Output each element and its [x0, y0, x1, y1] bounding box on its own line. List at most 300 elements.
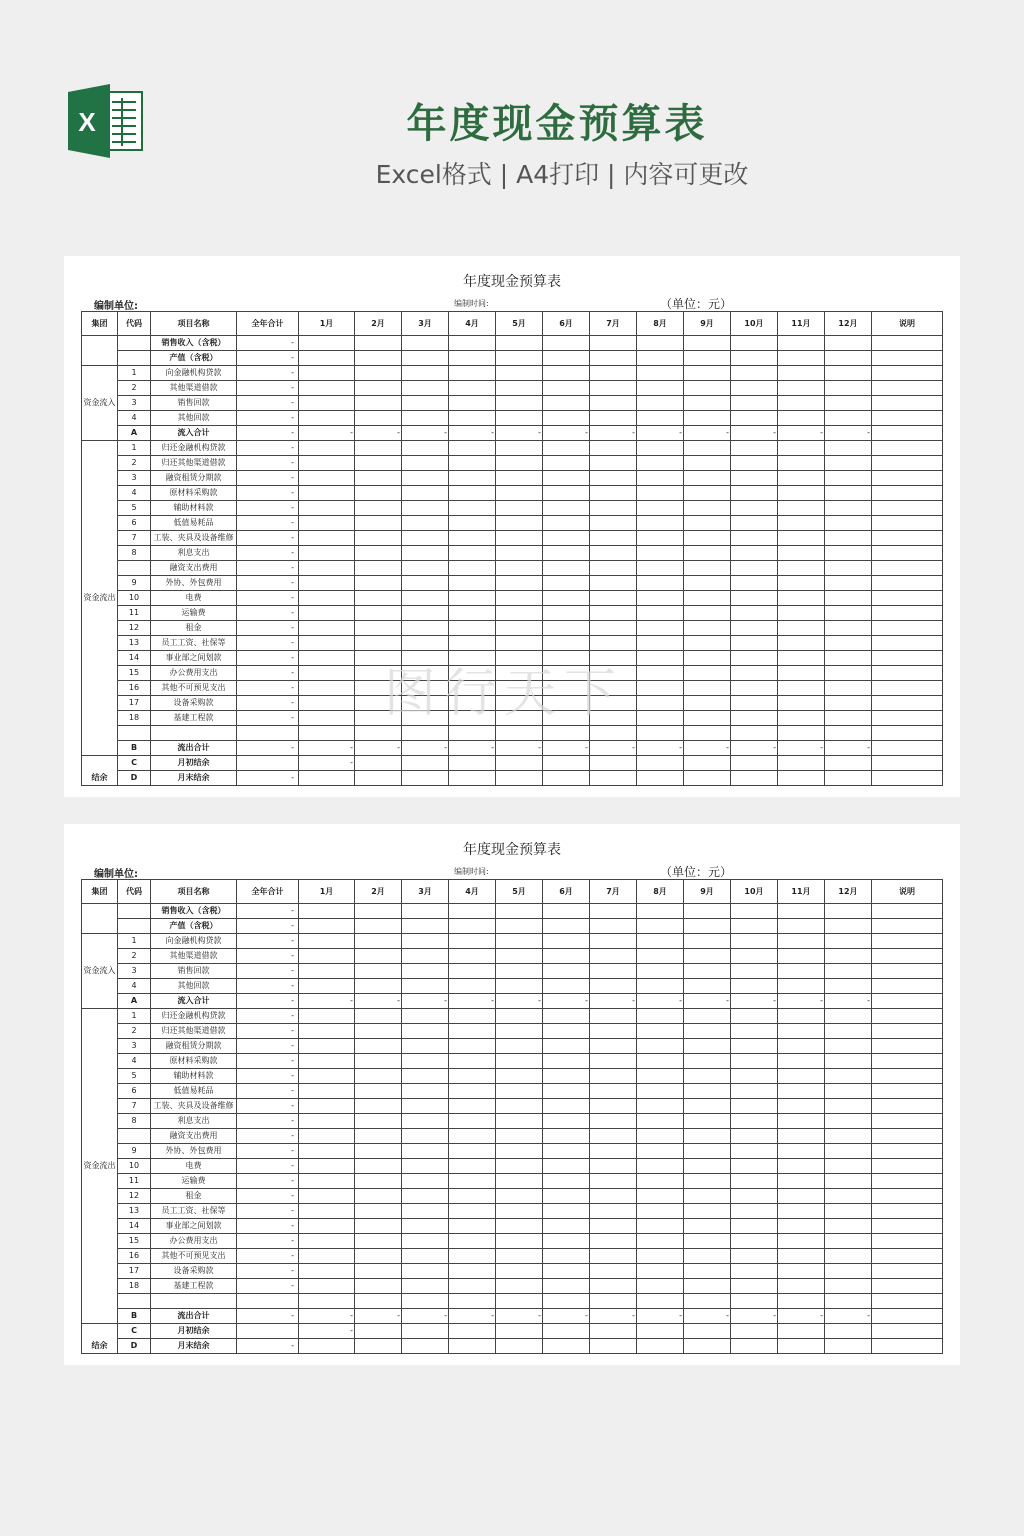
month-cell: [825, 471, 872, 486]
table-row: [82, 1129, 943, 1144]
month-cell: [355, 621, 402, 636]
note-cell: [872, 1054, 943, 1069]
note-cell: [872, 1159, 943, 1174]
month-cell: [825, 1264, 872, 1279]
month-cell: -: [299, 1309, 355, 1324]
month-cell: [355, 1159, 402, 1174]
month-cell: [684, 934, 731, 949]
month-cell: [637, 1129, 684, 1144]
month-cell: [590, 949, 637, 964]
table-row: [82, 979, 943, 994]
annual-total-cell: -: [237, 711, 299, 726]
month-cell: [778, 636, 825, 651]
note-cell: [872, 1189, 943, 1204]
month-cell: [590, 621, 637, 636]
month-cell: [449, 636, 496, 651]
note-cell: [872, 1114, 943, 1129]
month-cell: [731, 681, 778, 696]
month-cell: [299, 591, 355, 606]
month-cell: [299, 1159, 355, 1174]
month-cell: [402, 1234, 449, 1249]
month-cell: -: [684, 994, 731, 1009]
column-header: 6月: [543, 880, 590, 904]
month-cell: [402, 471, 449, 486]
item-name-cell: 低值易耗品: [151, 516, 237, 531]
month-cell: [731, 471, 778, 486]
annual-total-cell: -: [237, 1099, 299, 1114]
table-row: [82, 1114, 943, 1129]
month-cell: [731, 1039, 778, 1054]
annual-total-cell: -: [237, 1174, 299, 1189]
month-cell: [731, 756, 778, 771]
month-cell: -: [449, 1309, 496, 1324]
month-cell: [449, 1069, 496, 1084]
month-cell: [496, 1249, 543, 1264]
month-cell: [825, 501, 872, 516]
month-cell: [590, 1219, 637, 1234]
group-cell: 资金流入: [82, 366, 118, 441]
month-cell: [825, 1159, 872, 1174]
month-cell: [299, 1024, 355, 1039]
month-cell: [543, 904, 590, 919]
item-name-cell: 租金: [151, 621, 237, 636]
month-cell: [543, 1159, 590, 1174]
month-cell: [496, 1324, 543, 1339]
month-cell: [543, 336, 590, 351]
month-cell: -: [825, 994, 872, 1009]
month-cell: [449, 516, 496, 531]
month-cell: [590, 1249, 637, 1264]
column-header: 6月: [543, 312, 590, 336]
code-cell: 7: [118, 1099, 151, 1114]
month-cell: [496, 606, 543, 621]
month-cell: [637, 681, 684, 696]
month-cell: [825, 964, 872, 979]
month-cell: [731, 591, 778, 606]
month-cell: [402, 726, 449, 741]
month-cell: [825, 336, 872, 351]
item-name-cell: 办公费用支出: [151, 1234, 237, 1249]
column-header: 9月: [684, 880, 731, 904]
month-cell: -: [590, 1309, 637, 1324]
month-cell: [778, 1069, 825, 1084]
month-cell: [684, 1054, 731, 1069]
month-cell: [637, 1174, 684, 1189]
month-cell: [778, 651, 825, 666]
month-cell: [543, 1054, 590, 1069]
month-cell: [590, 1294, 637, 1309]
month-cell: [355, 396, 402, 411]
code-cell: C: [118, 1324, 151, 1339]
note-cell: [872, 486, 943, 501]
sheet-preview-2: [64, 824, 960, 1365]
month-cell: [778, 1279, 825, 1294]
month-cell: [731, 396, 778, 411]
note-cell: [872, 1024, 943, 1039]
month-cell: [825, 351, 872, 366]
table-row: [82, 501, 943, 516]
item-name-cell: 员工工资、社保等: [151, 636, 237, 651]
note-cell: [872, 531, 943, 546]
month-cell: [449, 1249, 496, 1264]
note-cell: [872, 1234, 943, 1249]
group-cell: [82, 904, 118, 934]
month-cell: -: [778, 426, 825, 441]
month-cell: [543, 576, 590, 591]
month-cell: [543, 1099, 590, 1114]
month-cell: [402, 1219, 449, 1234]
item-name-cell: 产值（含税）: [151, 351, 237, 366]
month-cell: [402, 1144, 449, 1159]
item-name-cell: 原材料采购款: [151, 1054, 237, 1069]
month-cell: [355, 964, 402, 979]
month-cell: [496, 1144, 543, 1159]
month-cell: [731, 1294, 778, 1309]
month-cell: [778, 1099, 825, 1114]
month-cell: [731, 1324, 778, 1339]
month-cell: [590, 606, 637, 621]
code-cell: 1: [118, 441, 151, 456]
month-cell: [637, 1339, 684, 1354]
code-cell: 3: [118, 471, 151, 486]
month-cell: [402, 1099, 449, 1114]
column-header: 集团: [82, 880, 118, 904]
note-cell: [872, 964, 943, 979]
month-cell: [778, 1294, 825, 1309]
code-cell: 16: [118, 681, 151, 696]
month-cell: [355, 606, 402, 621]
note-cell: [872, 576, 943, 591]
month-cell: [402, 949, 449, 964]
code-cell: 8: [118, 546, 151, 561]
table-row: [82, 1144, 943, 1159]
month-cell: [496, 1069, 543, 1084]
month-cell: [449, 904, 496, 919]
month-cell: [299, 441, 355, 456]
month-cell: [590, 561, 637, 576]
note-cell: [872, 1204, 943, 1219]
month-cell: [402, 1264, 449, 1279]
column-header: 5月: [496, 312, 543, 336]
code-cell: 5: [118, 501, 151, 516]
month-cell: [731, 904, 778, 919]
item-name-cell: 其他回款: [151, 979, 237, 994]
month-cell: [299, 1339, 355, 1354]
month-cell: [355, 351, 402, 366]
month-cell: [299, 726, 355, 741]
column-header: 1月: [299, 312, 355, 336]
note-cell: [872, 1339, 943, 1354]
month-cell: [684, 396, 731, 411]
month-cell: [731, 636, 778, 651]
month-cell: [590, 904, 637, 919]
month-cell: [496, 621, 543, 636]
month-cell: [590, 979, 637, 994]
month-cell: [355, 726, 402, 741]
month-cell: [355, 1024, 402, 1039]
item-name-cell: 月末结余: [151, 771, 237, 786]
month-cell: [543, 546, 590, 561]
column-header: 2月: [355, 880, 402, 904]
month-cell: [637, 964, 684, 979]
month-cell: [355, 979, 402, 994]
month-cell: [637, 486, 684, 501]
month-cell: [590, 1099, 637, 1114]
month-cell: -: [299, 756, 355, 771]
column-header: 11月: [778, 880, 825, 904]
month-cell: [731, 696, 778, 711]
month-cell: [590, 919, 637, 934]
month-cell: -: [778, 994, 825, 1009]
month-cell: [496, 904, 543, 919]
table-row: [82, 1189, 943, 1204]
month-cell: [449, 576, 496, 591]
month-cell: [299, 576, 355, 591]
month-cell: -: [299, 426, 355, 441]
code-cell: 9: [118, 576, 151, 591]
month-cell: [496, 636, 543, 651]
code-cell: 3: [118, 396, 151, 411]
annual-total-cell: -: [237, 666, 299, 681]
table-row: [82, 426, 943, 441]
month-cell: [355, 1279, 402, 1294]
table-row: [82, 576, 943, 591]
month-cell: [402, 1084, 449, 1099]
month-cell: [449, 531, 496, 546]
table-row: [82, 1324, 943, 1339]
month-cell: [299, 456, 355, 471]
table-row: [82, 741, 943, 756]
code-cell: 1: [118, 1009, 151, 1024]
month-cell: -: [355, 426, 402, 441]
month-cell: [299, 964, 355, 979]
month-cell: [355, 949, 402, 964]
month-cell: [637, 1159, 684, 1174]
annual-total-cell: -: [237, 1144, 299, 1159]
month-cell: [496, 381, 543, 396]
month-cell: [637, 711, 684, 726]
month-cell: [731, 1084, 778, 1099]
month-cell: [684, 1144, 731, 1159]
note-cell: [872, 1069, 943, 1084]
month-cell: [825, 711, 872, 726]
month-cell: [731, 1174, 778, 1189]
month-cell: [778, 964, 825, 979]
month-cell: [449, 1264, 496, 1279]
month-cell: [543, 636, 590, 651]
month-cell: [825, 1219, 872, 1234]
code-cell: 13: [118, 1204, 151, 1219]
month-cell: [684, 1024, 731, 1039]
month-cell: [637, 501, 684, 516]
month-cell: [355, 904, 402, 919]
month-cell: [496, 1264, 543, 1279]
item-name-cell: 其他渠道借款: [151, 381, 237, 396]
page-header: [0, 0, 1024, 230]
month-cell: [299, 1144, 355, 1159]
month-cell: [543, 1144, 590, 1159]
month-cell: [637, 1189, 684, 1204]
month-cell: [449, 381, 496, 396]
item-name-cell: 其他不可预见支出: [151, 1249, 237, 1264]
month-cell: [543, 934, 590, 949]
month-cell: -: [449, 994, 496, 1009]
month-cell: [731, 949, 778, 964]
month-cell: [355, 516, 402, 531]
month-cell: [355, 1039, 402, 1054]
annual-total-cell: -: [237, 651, 299, 666]
item-name-cell: 工装、夹具及设备维修: [151, 1099, 237, 1114]
month-cell: [299, 949, 355, 964]
code-cell: 4: [118, 979, 151, 994]
month-cell: [355, 1324, 402, 1339]
month-cell: [449, 1054, 496, 1069]
month-cell: [402, 396, 449, 411]
month-cell: -: [543, 741, 590, 756]
month-cell: [355, 1264, 402, 1279]
note-cell: [872, 621, 943, 636]
month-cell: [731, 411, 778, 426]
month-cell: [299, 1114, 355, 1129]
month-cell: [637, 456, 684, 471]
note-cell: [872, 1039, 943, 1054]
annual-total-cell: -: [237, 1309, 299, 1324]
code-cell: A: [118, 426, 151, 441]
month-cell: [778, 621, 825, 636]
annual-total-cell: -: [237, 771, 299, 786]
month-cell: [496, 1234, 543, 1249]
month-cell: [778, 546, 825, 561]
month-cell: [449, 949, 496, 964]
month-cell: [731, 651, 778, 666]
table-row: [82, 1054, 943, 1069]
month-cell: [684, 964, 731, 979]
page-title: 年度现金预算表: [406, 101, 708, 147]
month-cell: [402, 606, 449, 621]
month-cell: [684, 1114, 731, 1129]
annual-total-cell: -: [237, 949, 299, 964]
month-cell: [684, 351, 731, 366]
month-cell: [543, 1264, 590, 1279]
month-cell: [590, 1264, 637, 1279]
month-cell: [731, 1159, 778, 1174]
month-cell: [825, 651, 872, 666]
month-cell: [684, 1249, 731, 1264]
month-cell: [402, 904, 449, 919]
month-cell: [590, 1114, 637, 1129]
month-cell: [637, 351, 684, 366]
month-cell: [402, 411, 449, 426]
note-cell: [872, 441, 943, 456]
month-cell: [637, 1294, 684, 1309]
item-name-cell: 月末结余: [151, 1339, 237, 1354]
month-cell: [449, 1339, 496, 1354]
table-row: [82, 531, 943, 546]
month-cell: [355, 1204, 402, 1219]
month-cell: [590, 1174, 637, 1189]
code-cell: 14: [118, 651, 151, 666]
note-cell: [872, 979, 943, 994]
annual-total-cell: -: [237, 471, 299, 486]
month-cell: [825, 1039, 872, 1054]
month-cell: [825, 934, 872, 949]
month-cell: [496, 1159, 543, 1174]
annual-total-cell: -: [237, 1249, 299, 1264]
month-cell: [299, 919, 355, 934]
month-cell: [590, 1159, 637, 1174]
month-cell: [684, 1234, 731, 1249]
month-cell: -: [590, 426, 637, 441]
month-cell: [496, 1084, 543, 1099]
annual-total-cell: -: [237, 606, 299, 621]
code-cell: A: [118, 994, 151, 1009]
code-cell: [118, 561, 151, 576]
month-cell: [299, 621, 355, 636]
month-cell: [402, 919, 449, 934]
month-cell: [637, 1144, 684, 1159]
month-cell: -: [496, 994, 543, 1009]
month-cell: [684, 1279, 731, 1294]
month-cell: [402, 621, 449, 636]
month-cell: [684, 1339, 731, 1354]
code-cell: 14: [118, 1219, 151, 1234]
annual-total-cell: -: [237, 426, 299, 441]
month-cell: [543, 1339, 590, 1354]
item-name-cell: 融资租赁分期款: [151, 471, 237, 486]
month-cell: -: [355, 1309, 402, 1324]
month-cell: [778, 1189, 825, 1204]
month-cell: [299, 561, 355, 576]
table-row: [82, 1219, 943, 1234]
month-cell: [299, 1219, 355, 1234]
code-cell: D: [118, 771, 151, 786]
month-cell: [299, 1249, 355, 1264]
month-cell: [731, 1024, 778, 1039]
page-subtitle: Excel格式 | A4打印 | 内容可更改: [375, 160, 749, 189]
month-cell: [825, 726, 872, 741]
column-header: 7月: [590, 312, 637, 336]
table-row: [82, 994, 943, 1009]
month-cell: [778, 531, 825, 546]
month-cell: [778, 486, 825, 501]
month-cell: [637, 1204, 684, 1219]
month-cell: [684, 1204, 731, 1219]
month-cell: [590, 516, 637, 531]
item-name-cell: 其他不可预见支出: [151, 681, 237, 696]
month-cell: [731, 606, 778, 621]
code-cell: 18: [118, 711, 151, 726]
table-row: [82, 964, 943, 979]
month-cell: [402, 1294, 449, 1309]
month-cell: [355, 756, 402, 771]
month-cell: [731, 441, 778, 456]
month-cell: [449, 501, 496, 516]
annual-total-cell: [237, 756, 299, 771]
month-cell: [590, 1279, 637, 1294]
month-cell: [449, 756, 496, 771]
month-cell: [778, 904, 825, 919]
month-cell: -: [355, 994, 402, 1009]
group-cell: 资金流出: [82, 441, 118, 756]
month-cell: [299, 1054, 355, 1069]
month-cell: [731, 979, 778, 994]
month-cell: [731, 561, 778, 576]
month-cell: [778, 1324, 825, 1339]
annual-total-cell: -: [237, 486, 299, 501]
month-cell: [684, 486, 731, 501]
annual-total-cell: -: [237, 1039, 299, 1054]
column-header: 项目名称: [151, 880, 237, 904]
